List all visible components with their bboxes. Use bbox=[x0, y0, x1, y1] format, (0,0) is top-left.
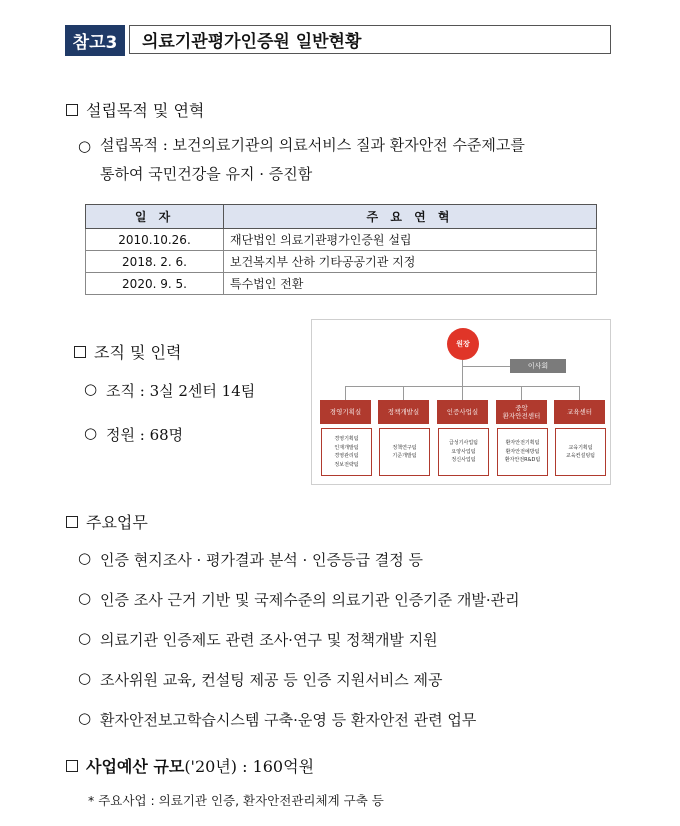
org-team: 경영기획팀 bbox=[334, 436, 359, 442]
org-team-list bbox=[555, 428, 606, 476]
history-table bbox=[85, 204, 597, 295]
org-chart bbox=[311, 319, 611, 485]
org-team: 교육컨설팅팀 bbox=[566, 453, 595, 459]
org-team: 환자안전기획팀 bbox=[505, 440, 540, 447]
table-cell-date: 2018. 2. 6. bbox=[86, 251, 224, 273]
org-dept-box: 중앙 환자안전센터 bbox=[496, 400, 547, 424]
org-structure-text: 조직 : 3실 2센터 14팀 bbox=[106, 382, 256, 400]
task-text: 인증 조사 근거 기반 및 국제수준의 의료기관 인증기준 개발·관리 bbox=[100, 591, 520, 609]
org-team: 정보전략팀 bbox=[334, 461, 359, 468]
org-team-list bbox=[321, 428, 372, 476]
task-item bbox=[78, 549, 423, 570]
org-dept-box: 교육센터 bbox=[554, 400, 605, 424]
task-text: 의료기관 인증제도 관련 조사·연구 및 정책개발 지원 bbox=[100, 631, 438, 649]
checkbox-square-icon bbox=[74, 346, 86, 358]
org-team: 정책연구팀 bbox=[392, 444, 417, 451]
org-team: 경영관리팀 bbox=[334, 453, 359, 459]
task-item bbox=[78, 709, 476, 730]
table-row bbox=[86, 229, 597, 251]
staff-item bbox=[84, 424, 183, 445]
checkbox-square-icon bbox=[66, 104, 78, 116]
table-cell-date: 2020. 9. 5. bbox=[86, 273, 224, 295]
org-team: 기준개발팀 bbox=[392, 453, 417, 459]
table-row bbox=[86, 273, 597, 295]
checkbox-square-icon bbox=[66, 516, 78, 528]
org-head-circle: 원장 bbox=[447, 328, 479, 360]
checkbox-square-icon bbox=[66, 760, 78, 772]
org-team: 급성기사업팀 bbox=[449, 440, 478, 447]
section-heading-budget bbox=[66, 754, 314, 777]
table-cell-event: 재단법인 의료기관평가인증원 설립 bbox=[224, 229, 597, 251]
section-heading-main-tasks bbox=[66, 510, 148, 533]
budget-note: * 주요사업 : 의료기관 인증, 환자안전관리체계 구축 등 bbox=[88, 793, 384, 808]
org-team: 교육기획팀 bbox=[568, 444, 593, 451]
bullet-circle-icon: ○ bbox=[78, 589, 92, 607]
purpose-line-1: 설립목적 : 보건의료기관의 의료서비스 질과 환자안전 수준제고를 bbox=[100, 136, 525, 154]
bullet-circle-icon: ○ bbox=[78, 669, 92, 687]
section-heading-establishment bbox=[66, 98, 204, 121]
bullet-circle-icon: ○ bbox=[84, 424, 98, 442]
task-text: 환자안전보고학습시스템 구축·운영 등 환자안전 관련 업무 bbox=[100, 711, 477, 729]
org-dept-box: 경영기획실 bbox=[320, 400, 371, 424]
org-team: 인재개발팀 bbox=[334, 444, 359, 451]
bullet-circle-icon: ○ bbox=[78, 549, 92, 567]
task-item bbox=[78, 629, 438, 650]
purpose-line-2: 통하여 국민건강을 유지 · 증진함 bbox=[100, 165, 313, 183]
section-heading-text: 주요업무 bbox=[86, 513, 148, 532]
org-dept-box: 정책개발실 bbox=[378, 400, 429, 424]
org-dept-box: 인증사업실 bbox=[437, 400, 488, 424]
budget-heading-text: 사업예산 규모 bbox=[86, 757, 185, 776]
org-team-list bbox=[438, 428, 489, 476]
page-title: 의료기관평가인증원 일반현황 bbox=[129, 25, 611, 54]
section-heading-text: 조직 및 인력 bbox=[94, 343, 182, 362]
org-team: 환자안전R&D팀 bbox=[504, 457, 541, 464]
purpose-item bbox=[78, 137, 638, 189]
task-item bbox=[78, 589, 520, 610]
task-text: 조사위원 교육, 컨설팅 제공 등 인증 지원서비스 제공 bbox=[100, 671, 443, 689]
table-row bbox=[86, 251, 597, 273]
org-team: 정신사업팀 bbox=[451, 457, 476, 464]
task-item bbox=[78, 669, 442, 690]
reference-badge: 참고3 bbox=[65, 25, 125, 56]
bullet-circle-icon: ○ bbox=[84, 380, 98, 398]
table-cell-event: 특수법인 전환 bbox=[224, 273, 597, 295]
org-item bbox=[84, 380, 255, 401]
staff-count-text: 정원 : 68명 bbox=[106, 426, 184, 444]
budget-value-text: ('20년) : 160억원 bbox=[184, 757, 315, 776]
table-header-date: 일 자 bbox=[86, 205, 224, 229]
table-header-row bbox=[86, 205, 597, 229]
section-heading-text: 설립목적 및 연혁 bbox=[86, 101, 205, 120]
table-cell-date: 2010.10.26. bbox=[86, 229, 224, 251]
task-text: 인증 현지조사 · 평가결과 분석 · 인증등급 결정 등 bbox=[100, 551, 423, 569]
org-team-list bbox=[497, 428, 548, 476]
section-heading-organization bbox=[74, 340, 181, 363]
org-board-box: 이사회 bbox=[510, 359, 566, 373]
org-team: 요양사업팀 bbox=[451, 448, 476, 455]
bullet-circle-icon: ○ bbox=[78, 709, 92, 727]
org-team: 환자안전예방팀 bbox=[505, 448, 540, 455]
org-team-list bbox=[379, 428, 430, 476]
bullet-circle-icon: ○ bbox=[78, 137, 92, 155]
table-cell-event: 보건복지부 산하 기타공공기관 지정 bbox=[224, 251, 597, 273]
table-header-history: 주 요 연 혁 bbox=[224, 205, 597, 229]
bullet-circle-icon: ○ bbox=[78, 629, 92, 647]
